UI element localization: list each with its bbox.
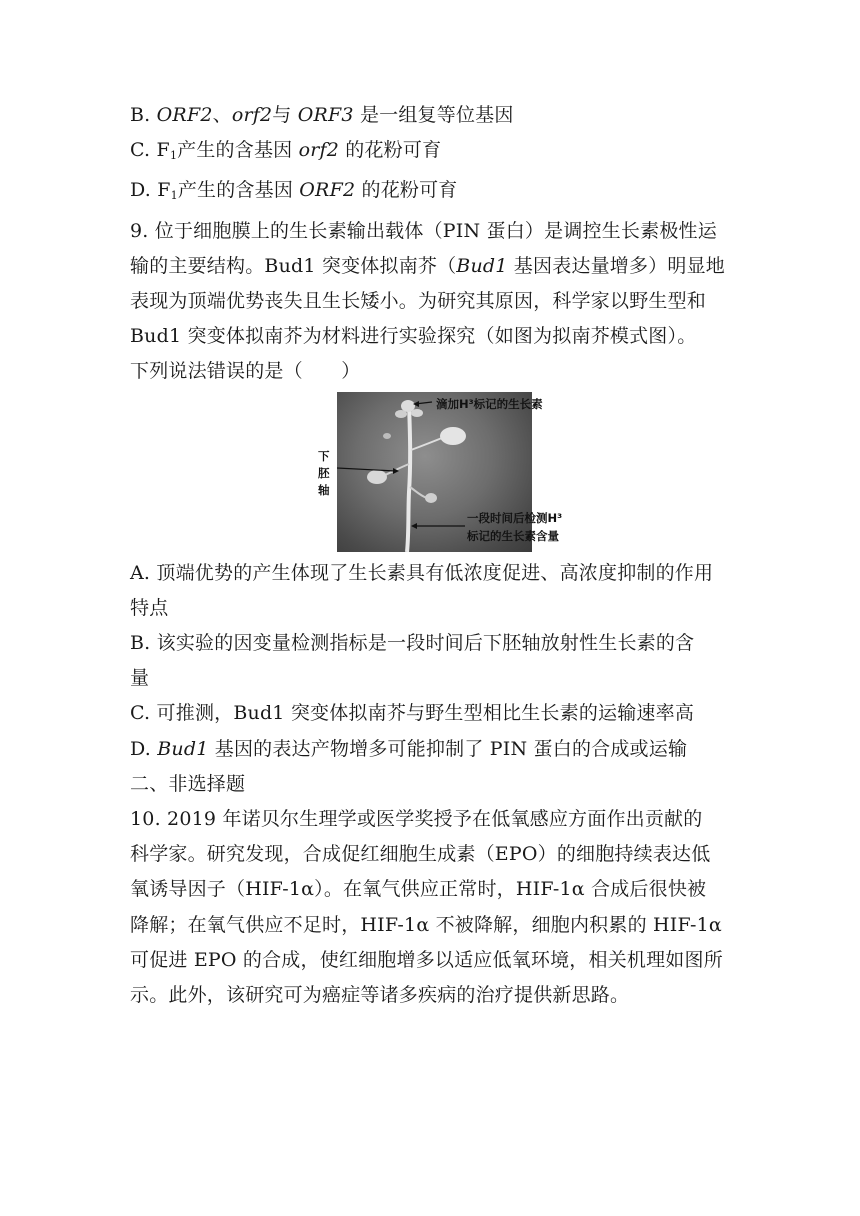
text-span: 特点 [130, 596, 169, 619]
text-span: 降解；在氧气供应不足时，HIF-1α 不被降解，细胞内积累的 HIF-1α [130, 913, 722, 936]
text-line [130, 696, 740, 731]
text-span: Bud1 突变体拟南芥为材料进行实验探究（如图为拟南芥模式图）。 [130, 325, 697, 348]
text-span: 输的主要结构。Bud1 突变体拟南芥（ [130, 254, 457, 277]
plant-photo [337, 392, 563, 552]
text-line [130, 732, 740, 767]
text-line [130, 661, 740, 696]
text-span: 产生的含基因 [177, 139, 299, 162]
text-span: B. 该实验的因变量检测指标是一段时间后下胚轴放射性生长素的含 [130, 632, 695, 655]
text-line [130, 837, 740, 872]
text-line [130, 214, 740, 249]
text-span: 下列说法错误的是（ ） [130, 360, 361, 383]
figure-label-top: 滴加H³标记的生长素 [436, 396, 543, 411]
italic-gene-name: ORF3 [297, 104, 354, 126]
text-span: 量 [130, 667, 150, 690]
figure-label-bottom-1: 一段时间后检测H³ [467, 510, 563, 525]
subscript: 1 [170, 189, 178, 203]
text-span: 基因的表达产物增多可能抑制了 PIN 蛋白的合成或运输 [208, 737, 688, 760]
text-line [130, 556, 740, 591]
text-span: 示。此外，该研究可为癌症等诸多疾病的治疗提供新思路。 [130, 984, 630, 1007]
figure-label-bottom-2: 标记的生长素含量 [467, 528, 559, 543]
text-line [130, 98, 740, 133]
text-span: 氧诱导因子（HIF-1α）。在氧气供应正常时，HIF-1α 合成后很快被 [130, 878, 707, 901]
figure-label-left-3: 轴 [318, 482, 330, 497]
text-span: 科学家。研究发现，合成促红细胞生成素（EPO）的细胞持续表达低 [130, 843, 711, 866]
italic-gene-name: ORF2 [299, 179, 356, 202]
italic-gene-name: Bud1 [456, 254, 508, 277]
text-span: C. 可推测，Bud1 突变体拟南芥与野生型相比生长素的运输速率高 [130, 702, 695, 725]
text-block-bottom [130, 556, 740, 1014]
document-page [130, 98, 740, 1013]
text-span: 基因表达量增多）明显地 [507, 254, 726, 277]
text-span: D. [130, 737, 158, 760]
text-line [130, 173, 740, 213]
text-line [130, 908, 740, 943]
text-line [130, 943, 740, 978]
text-line [130, 284, 740, 319]
italic-gene-name: orf2 [231, 104, 273, 126]
text-block-top [130, 98, 740, 390]
text-line [130, 872, 740, 907]
text-line [130, 802, 740, 837]
text-line [130, 626, 740, 661]
text-line [130, 133, 740, 173]
text-span: 10. 2019 年诺贝尔生理学或医学奖授予在低氧感应方面作出贡献的 [130, 808, 703, 831]
text-span: 、 [212, 104, 232, 126]
text-span: 9. 位于细胞膜上的生长素输出载体（PIN 蛋白）是调控生长素极性运 [130, 219, 717, 242]
figure [130, 392, 740, 556]
text-span: 可促进 EPO 的合成，使红细胞增多以适应低氧环境，相关机理如图所 [130, 948, 723, 971]
text-span: 产生的含基因 [177, 179, 300, 202]
italic-gene-name: orf2 [298, 139, 340, 162]
text-span: D. F [130, 179, 171, 202]
text-span: A. 顶端优势的产生体现了生长素具有低浓度促进、高浓度抑制的作用 [130, 561, 714, 584]
text-line [130, 767, 740, 802]
text-span: C. F [130, 139, 170, 162]
italic-gene-name: ORF2 [156, 104, 213, 126]
subscript: 1 [169, 149, 178, 163]
text-line [130, 354, 740, 389]
text-line [130, 978, 740, 1013]
arrow-left [337, 468, 395, 471]
text-span: 与 [272, 104, 298, 126]
text-span: 的花粉可育 [339, 139, 442, 162]
text-span: 是一组复等位基因 [353, 104, 514, 126]
text-span: B. [130, 104, 157, 126]
text-span: 二、非选择题 [130, 772, 246, 795]
figure-label-left-1: 下 [318, 448, 330, 463]
text-line [130, 591, 740, 626]
italic-gene-name: Bud1 [157, 737, 209, 760]
text-line [130, 319, 740, 354]
text-line [130, 249, 740, 284]
text-span: 表现为顶端优势丧失且生长矮小。为研究其原因，科学家以野生型和 [130, 290, 707, 313]
figure-label-left-2: 胚 [318, 465, 330, 480]
text-span: 的花粉可育 [355, 179, 458, 202]
